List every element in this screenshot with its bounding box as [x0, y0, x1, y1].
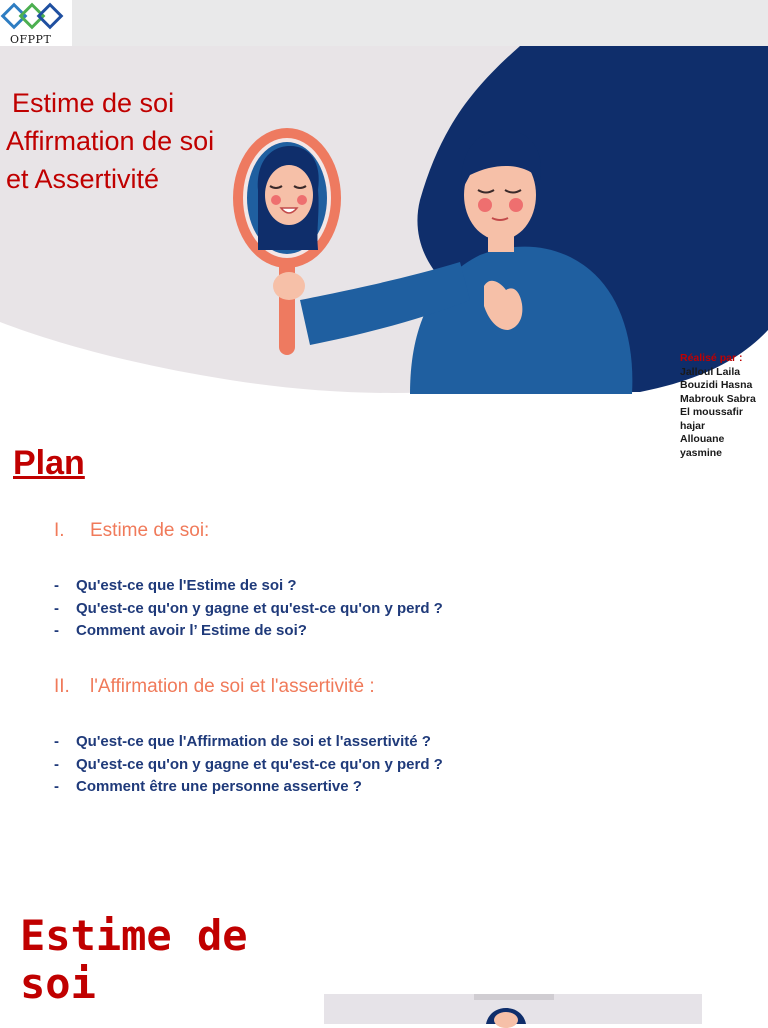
list-item	[54, 754, 443, 777]
bullet-dash: -	[54, 755, 59, 773]
list-item-text: Qu'est-ce qu'on y gagne et qu'est-ce qu'on y perd ?	[76, 599, 443, 617]
plan-section-1-heading	[54, 520, 209, 542]
plan-section-2-list	[54, 731, 443, 799]
bullet-dash: -	[54, 599, 59, 617]
plan-section-1-number: I.	[54, 520, 65, 541]
plan-section-1-title: Estime de soi:	[90, 520, 210, 541]
cover-title	[6, 84, 214, 198]
list-item	[54, 620, 443, 643]
plan-section-2-title: l'Affirmation de soi et l'assertivité :	[90, 676, 375, 697]
bullet-dash: -	[54, 778, 59, 795]
cover-slide	[0, 0, 768, 459]
bullet-dash: -	[54, 733, 59, 750]
next-slide-title: Estime de soi	[20, 911, 248, 1008]
list-item	[54, 575, 443, 598]
bullet-dash: -	[54, 622, 59, 639]
list-item-text: Qu'est-ce qu'on y gagne et qu'est-ce qu'on y perd ?	[76, 755, 443, 773]
list-item-text: Comment avoir l’ Estime de soi?	[76, 622, 307, 639]
person-illustration-icon	[324, 994, 702, 1024]
bullet-dash: -	[54, 577, 59, 594]
list-item	[54, 776, 443, 799]
logo-text: OFPPT	[10, 33, 52, 46]
author-5: Allouane yasmine	[680, 433, 725, 459]
ofppt-logo	[0, 0, 72, 46]
next-slide-illustration	[324, 994, 702, 1024]
plan-section-1-list	[54, 575, 443, 643]
credits-label: Réalisé par :	[680, 352, 743, 364]
author-4: El moussafir hajar	[680, 406, 744, 432]
author-1: Jalloul Laila	[680, 365, 741, 378]
list-item-text: Comment être une personne assertive ?	[76, 778, 362, 795]
list-item	[54, 598, 443, 621]
list-item-text: Qu'est-ce que l'Estime de soi ?	[76, 577, 297, 594]
list-item	[54, 731, 443, 754]
list-item-text: Qu'est-ce que l'Affirmation de soi et l'assertivité ?	[76, 733, 431, 750]
cover-title-line-1: Estime de soi	[12, 88, 175, 118]
author-2: Bouzidi Hasna	[680, 379, 753, 391]
mirror-handle	[279, 255, 295, 355]
credits-block	[680, 352, 768, 460]
logo-mark-icon	[0, 0, 72, 34]
author-3: Mabrouk Sabra	[680, 392, 756, 405]
cover-illustration	[0, 0, 768, 438]
plan-section-2-heading	[54, 676, 375, 698]
plan-section-2-number: II.	[54, 676, 70, 697]
cover-title-line-3: et Assertivité	[6, 164, 160, 194]
cover-title-line-2: Affirmation de soi	[6, 126, 215, 156]
plan-title: Plan	[13, 444, 85, 482]
